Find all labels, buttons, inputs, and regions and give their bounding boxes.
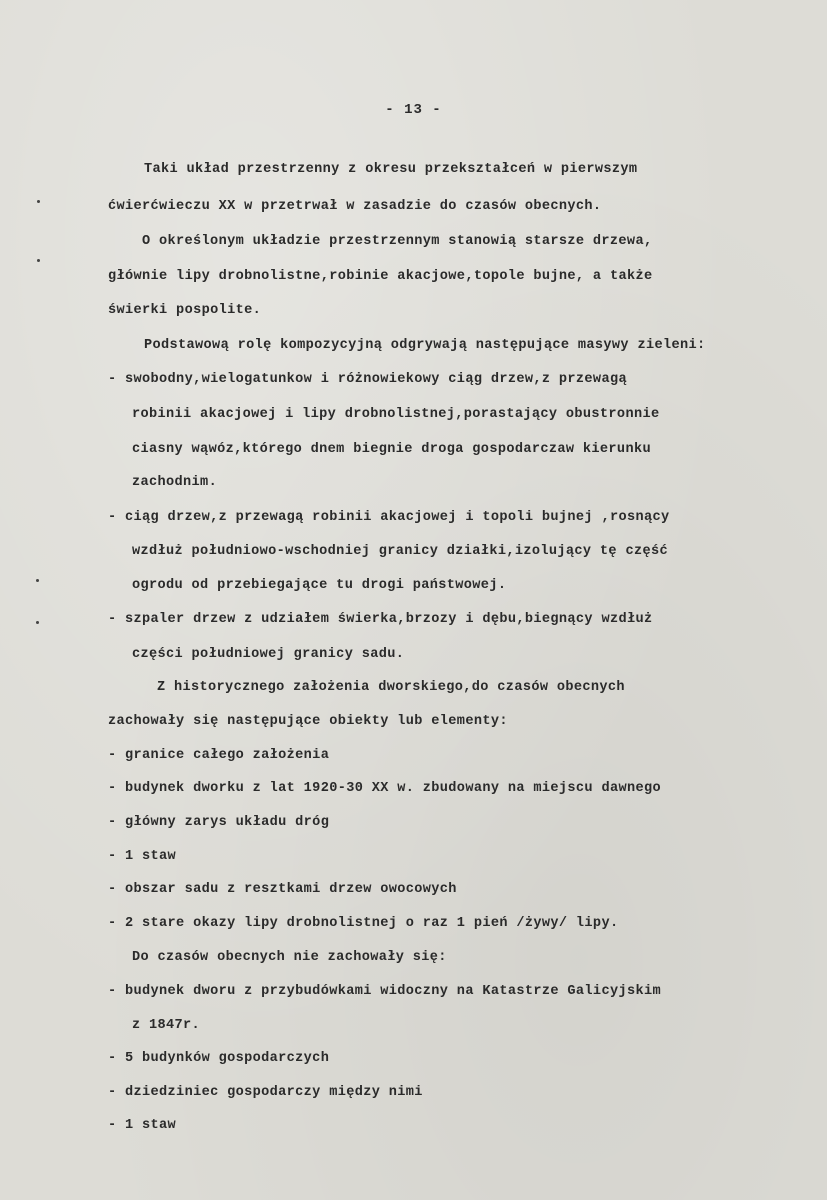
text-line: Taki układ przestrzenny z okresu przekształceń w pierwszym <box>144 162 638 177</box>
text-line: części południowej granicy sadu. <box>132 647 405 662</box>
list-item: - obszar sadu z resztkami drzew owocowych <box>108 882 457 897</box>
text-line: Z historycznego założenia dworskiego,do czasów obecnych <box>157 680 625 695</box>
text-line: świerki pospolite. <box>108 303 262 318</box>
list-item: - 2 stare okazy lipy drobnolistnej o raz 1 pień /żywy/ lipy. <box>108 916 619 931</box>
punch-hole-dot <box>36 579 39 582</box>
text-line: zachowały się następujące obiekty lub elementy: <box>108 714 508 729</box>
text-line: Podstawową rolę kompozycyjną odgrywają następujące masywy zieleni: <box>144 338 706 353</box>
text-line: ćwierćwieczu XX w przetrwał w zasadzie do czasów obecnych. <box>108 199 602 214</box>
punch-hole-dot <box>37 259 40 262</box>
text-line: O określonym układzie przestrzennym stanowią starsze drzewa, <box>142 234 653 249</box>
list-item: - ciąg drzew,z przewagą robinii akacjowej i topoli bujnej ,rosnący <box>108 510 670 525</box>
text-line: Do czasów obecnych nie zachowały się: <box>132 950 447 965</box>
list-item: - główny zarys układu dróg <box>108 815 330 830</box>
list-item: - 1 staw <box>108 1118 177 1133</box>
text-line: głównie lipy drobnolistne,robinie akacjowe,topole bujne, a także <box>108 269 653 284</box>
text-line: robinii akacjowej i lipy drobnolistnej,porastający obustronnie <box>132 407 660 422</box>
punch-hole-dot <box>36 621 39 624</box>
list-item: - 5 budynków gospodarczych <box>108 1051 330 1066</box>
text-line: z 1847r. <box>132 1018 201 1033</box>
punch-hole-dot <box>37 200 40 203</box>
text-line: wzdłuż południowo-wschodniej granicy działki,izolujący tę część <box>132 544 668 559</box>
page-number: - 13 - <box>385 102 442 118</box>
text-line: ciasny wąwóz,którego dnem biegnie droga gospodarczaw kierunku <box>132 442 651 457</box>
list-item: - dziedziniec gospodarczy między nimi <box>108 1085 423 1100</box>
list-item: - szpaler drzew z udziałem świerka,brzozy i dębu,biegnący wzdłuż <box>108 612 653 627</box>
list-item: - swobodny,wielogatunkow i różnowiekowy ciąg drzew,z przewagą <box>108 372 627 387</box>
text-line: zachodnim. <box>132 475 218 490</box>
list-item: - granice całego założenia <box>108 748 330 763</box>
list-item: - budynek dworku z lat 1920-30 XX w. zbudowany na miejscu dawnego <box>108 781 661 796</box>
list-item: - 1 staw <box>108 849 177 864</box>
list-item: - budynek dworu z przybudówkami widoczny na Katastrze Galicyjskim <box>108 984 661 999</box>
text-line: ogrodu od przebiegające tu drogi państwowej. <box>132 578 507 593</box>
